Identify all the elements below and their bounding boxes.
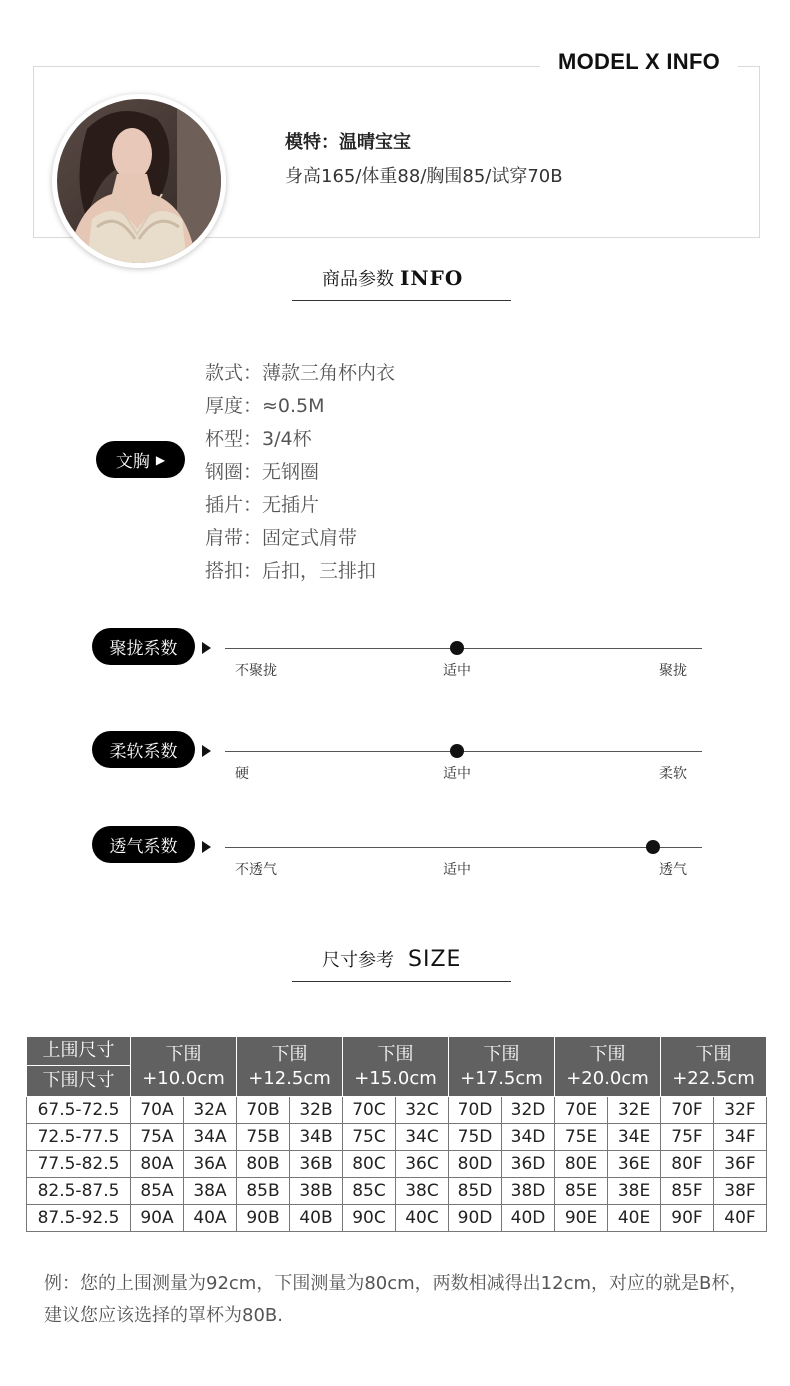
table-cell: 36D <box>502 1151 555 1178</box>
table-cell: 38F <box>714 1178 767 1205</box>
table-cell: 80F <box>661 1151 714 1178</box>
spec-strap: 肩带：固定式肩带 <box>205 527 358 549</box>
scale-label: 柔软系数 <box>109 742 178 762</box>
table-cell: 75E <box>555 1124 608 1151</box>
scale-left-label: 硬 <box>235 766 249 782</box>
scale-label-pill <box>92 628 195 665</box>
table-cell: 80C <box>343 1151 396 1178</box>
table-cell: 75C <box>343 1124 396 1151</box>
table-cell: 40F <box>714 1205 767 1232</box>
table-cell: 70A <box>131 1097 184 1124</box>
table-cell: 85F <box>661 1178 714 1205</box>
info-heading-en: INFO <box>400 266 464 290</box>
scale-marker <box>450 641 464 655</box>
scale-left-label: 不聚拢 <box>235 663 277 679</box>
size-heading-en: SIZE <box>408 947 462 972</box>
spec-cup-type: 杯型：3/4杯 <box>205 428 312 450</box>
table-cell: 90D <box>449 1205 502 1232</box>
info-heading-cn: 商品参数 <box>322 269 394 290</box>
table-cell: 70B <box>237 1097 290 1124</box>
column-header-value: +22.5cm <box>672 1067 755 1089</box>
table-cell: 32F <box>714 1097 767 1124</box>
table-cell: 34B <box>290 1124 343 1151</box>
size-heading-cn: 尺寸参考 <box>322 950 394 971</box>
table-cell: 36A <box>184 1151 237 1178</box>
scale-label: 聚拢系数 <box>109 639 178 659</box>
scale-label: 透气系数 <box>109 837 178 857</box>
upper-size-header: 上围尺寸 <box>27 1037 130 1066</box>
table-cell: 34F <box>714 1124 767 1151</box>
table-cell: 80A <box>131 1151 184 1178</box>
column-header-label: 下围 <box>695 1043 732 1065</box>
scale-mid-label: 适中 <box>443 766 471 782</box>
table-cell: 36B <box>290 1151 343 1178</box>
table-cell: 75F <box>661 1124 714 1151</box>
info-section-heading <box>322 265 463 291</box>
table-row <box>27 1178 767 1205</box>
scale-track <box>225 648 702 649</box>
table-cell: 85D <box>449 1178 502 1205</box>
column-header-label: 下围 <box>377 1043 414 1065</box>
scale-left-label: 不透气 <box>235 862 277 878</box>
table-row <box>27 1205 767 1232</box>
table-cell: 32D <box>502 1097 555 1124</box>
scale-mid-label: 适中 <box>443 663 471 679</box>
scale-marker <box>450 744 464 758</box>
column-header-label: 下围 <box>165 1043 202 1065</box>
column-header-label: 下围 <box>589 1043 626 1065</box>
table-cell: 75B <box>237 1124 290 1151</box>
table-cell: 70D <box>449 1097 502 1124</box>
model-stats: 身高165/体重88/胸围85/试穿70B <box>285 166 563 187</box>
table-cell: 70C <box>343 1097 396 1124</box>
table-cell: 32B <box>290 1097 343 1124</box>
table-cell: 75D <box>449 1124 502 1151</box>
scale-right-label: 柔软 <box>659 766 687 782</box>
model-avatar <box>52 94 226 268</box>
table-cell: 90E <box>555 1205 608 1232</box>
table-cell: 82.5-87.5 <box>27 1178 131 1205</box>
size-section-heading <box>322 946 461 972</box>
table-cell: 34A <box>184 1124 237 1151</box>
table-cell: 32A <box>184 1097 237 1124</box>
size-table <box>26 1036 767 1232</box>
table-row <box>27 1151 767 1178</box>
model-info-title: MODEL X INFO <box>540 44 738 80</box>
table-cell: 36C <box>396 1151 449 1178</box>
table-cell: 75A <box>131 1124 184 1151</box>
spec-insert: 插片：无插片 <box>205 494 320 516</box>
column-header <box>343 1037 449 1097</box>
column-header <box>661 1037 767 1097</box>
table-cell: 85B <box>237 1178 290 1205</box>
table-cell: 38B <box>290 1178 343 1205</box>
table-cell: 77.5-82.5 <box>27 1151 131 1178</box>
table-cell: 72.5-77.5 <box>27 1124 131 1151</box>
column-header-value: +15.0cm <box>354 1067 437 1089</box>
table-cell: 36E <box>608 1151 661 1178</box>
lower-size-header: 下围尺寸 <box>42 1070 115 1091</box>
column-header-value: +17.5cm <box>460 1067 543 1089</box>
table-cell: 70F <box>661 1097 714 1124</box>
table-cell: 70E <box>555 1097 608 1124</box>
scale-track <box>225 847 702 848</box>
table-cell: 38A <box>184 1178 237 1205</box>
table-cell: 87.5-92.5 <box>27 1205 131 1232</box>
scale-track <box>225 751 702 752</box>
table-cell: 38D <box>502 1178 555 1205</box>
scale-right-label: 聚拢 <box>659 663 687 679</box>
scale-marker <box>646 840 660 854</box>
table-cell: 90C <box>343 1205 396 1232</box>
table-cell: 34C <box>396 1124 449 1151</box>
column-header <box>449 1037 555 1097</box>
info-heading-underline <box>292 300 511 301</box>
table-cell: 85E <box>555 1178 608 1205</box>
table-cell: 90A <box>131 1205 184 1232</box>
table-row <box>27 1124 767 1151</box>
triangle-arrow-icon <box>202 642 211 654</box>
model-photo <box>57 99 221 263</box>
table-cell: 40C <box>396 1205 449 1232</box>
table-row <box>27 1097 767 1124</box>
table-cell: 34D <box>502 1124 555 1151</box>
spec-underwire: 钢圈：无钢圈 <box>205 461 320 483</box>
spec-clasp: 搭扣：后扣，三排扣 <box>205 560 377 582</box>
table-cell: 32E <box>608 1097 661 1124</box>
table-cell: 80E <box>555 1151 608 1178</box>
table-cell: 32C <box>396 1097 449 1124</box>
play-arrow-icon: ▶ <box>155 452 166 467</box>
column-header <box>131 1037 237 1097</box>
table-cell: 85A <box>131 1178 184 1205</box>
table-cell: 38E <box>608 1178 661 1205</box>
table-cell: 40D <box>502 1205 555 1232</box>
table-cell: 80B <box>237 1151 290 1178</box>
size-heading-underline <box>292 981 511 982</box>
table-cell: 38C <box>396 1178 449 1205</box>
table-cell: 40A <box>184 1205 237 1232</box>
scale-right-label: 透气 <box>659 862 687 878</box>
category-pill <box>96 441 185 478</box>
table-cell: 40B <box>290 1205 343 1232</box>
spec-style: 款式：薄款三角杯内衣 <box>205 362 396 384</box>
spec-thickness: 厚度：≈0.5M <box>205 395 325 417</box>
column-header-value: +20.0cm <box>566 1067 649 1089</box>
model-name: 模特：温晴宝宝 <box>285 132 411 153</box>
table-cell: 67.5-72.5 <box>27 1097 131 1124</box>
column-header-label: 下围 <box>483 1043 520 1065</box>
column-header <box>237 1037 343 1097</box>
table-cell: 80D <box>449 1151 502 1178</box>
corner-header-cell <box>27 1037 131 1097</box>
category-label: 文胸 <box>115 452 150 472</box>
triangle-arrow-icon <box>202 841 211 853</box>
scale-mid-label: 适中 <box>443 862 471 878</box>
table-cell: 85C <box>343 1178 396 1205</box>
scale-label-pill <box>92 826 195 863</box>
column-header-value: +10.0cm <box>142 1067 225 1089</box>
size-example-note: 例：您的上围测量为92cm，下围测量为80cm，两数相减得出12cm，对应的就是B杯，建议您应该选择的罩杯为80B. <box>44 1273 748 1326</box>
table-cell: 40E <box>608 1205 661 1232</box>
column-header-value: +12.5cm <box>248 1067 331 1089</box>
column-header-label: 下围 <box>271 1043 308 1065</box>
scale-label-pill <box>92 731 195 768</box>
table-cell: 36F <box>714 1151 767 1178</box>
column-header <box>555 1037 661 1097</box>
table-cell: 90F <box>661 1205 714 1232</box>
table-cell: 90B <box>237 1205 290 1232</box>
table-cell: 34E <box>608 1124 661 1151</box>
triangle-arrow-icon <box>202 745 211 757</box>
